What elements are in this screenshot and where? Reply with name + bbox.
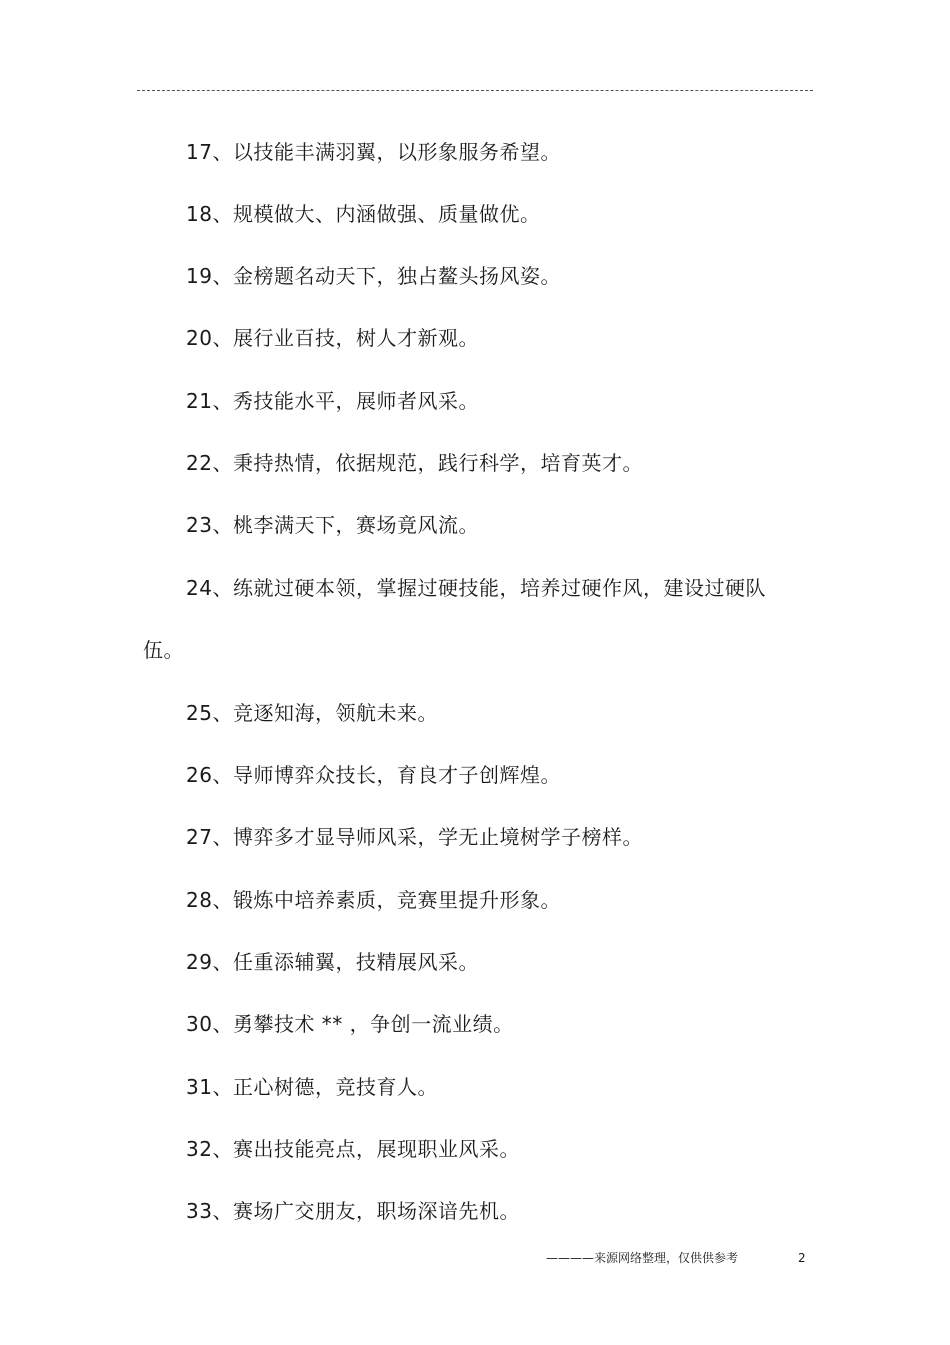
slogan-line-21: 21、秀技能水平，展师者风采。: [186, 389, 479, 413]
header-dashed-rule: [137, 90, 813, 91]
slogan-line-24-continued: 伍。: [143, 638, 184, 662]
slogan-line-26: 26、导师博弈众技长，育良才子创辉煌。: [186, 763, 561, 787]
slogan-line-27: 27、博弈多才显导师风采，学无止境树学子榜样。: [186, 825, 643, 849]
slogan-line-32: 32、赛出技能亮点，展现职业风采。: [186, 1137, 520, 1161]
slogan-line-25: 25、竞逐知海，领航未来。: [186, 701, 438, 725]
slogan-line-33: 33、赛场广交朋友，职场深谙先机。: [186, 1199, 520, 1223]
slogan-line-19: 19、金榜题名动天下，独占鳌头扬风姿。: [186, 264, 561, 288]
slogan-line-20: 20、展行业百技，树人才新观。: [186, 326, 479, 350]
slogan-line-17: 17、以技能丰满羽翼，以形象服务希望。: [186, 140, 561, 164]
slogan-line-28: 28、锻炼中培养素质，竞赛里提升形象。: [186, 888, 561, 912]
slogan-line-18: 18、规模做大、内涵做强、质量做优。: [186, 202, 541, 226]
slogan-line-24: 24、练就过硬本领，掌握过硬技能，培养过硬作风，建设过硬队: [186, 576, 766, 600]
page-number: 2: [798, 1251, 806, 1265]
slogan-line-23: 23、桃李满天下，赛场竟风流。: [186, 513, 479, 537]
slogan-line-22: 22、秉持热情，依据规范，践行科学，培育英才。: [186, 451, 643, 475]
slogan-line-30: 30、勇攀技术 ** ，争创一流业绩。: [186, 1012, 514, 1036]
slogan-line-31: 31、正心树德，竞技育人。: [186, 1075, 438, 1099]
slogan-line-29: 29、任重添辅翼，技精展风采。: [186, 950, 479, 974]
footer-source-note: ————来源网络整理，仅供供参考: [546, 1251, 739, 1265]
